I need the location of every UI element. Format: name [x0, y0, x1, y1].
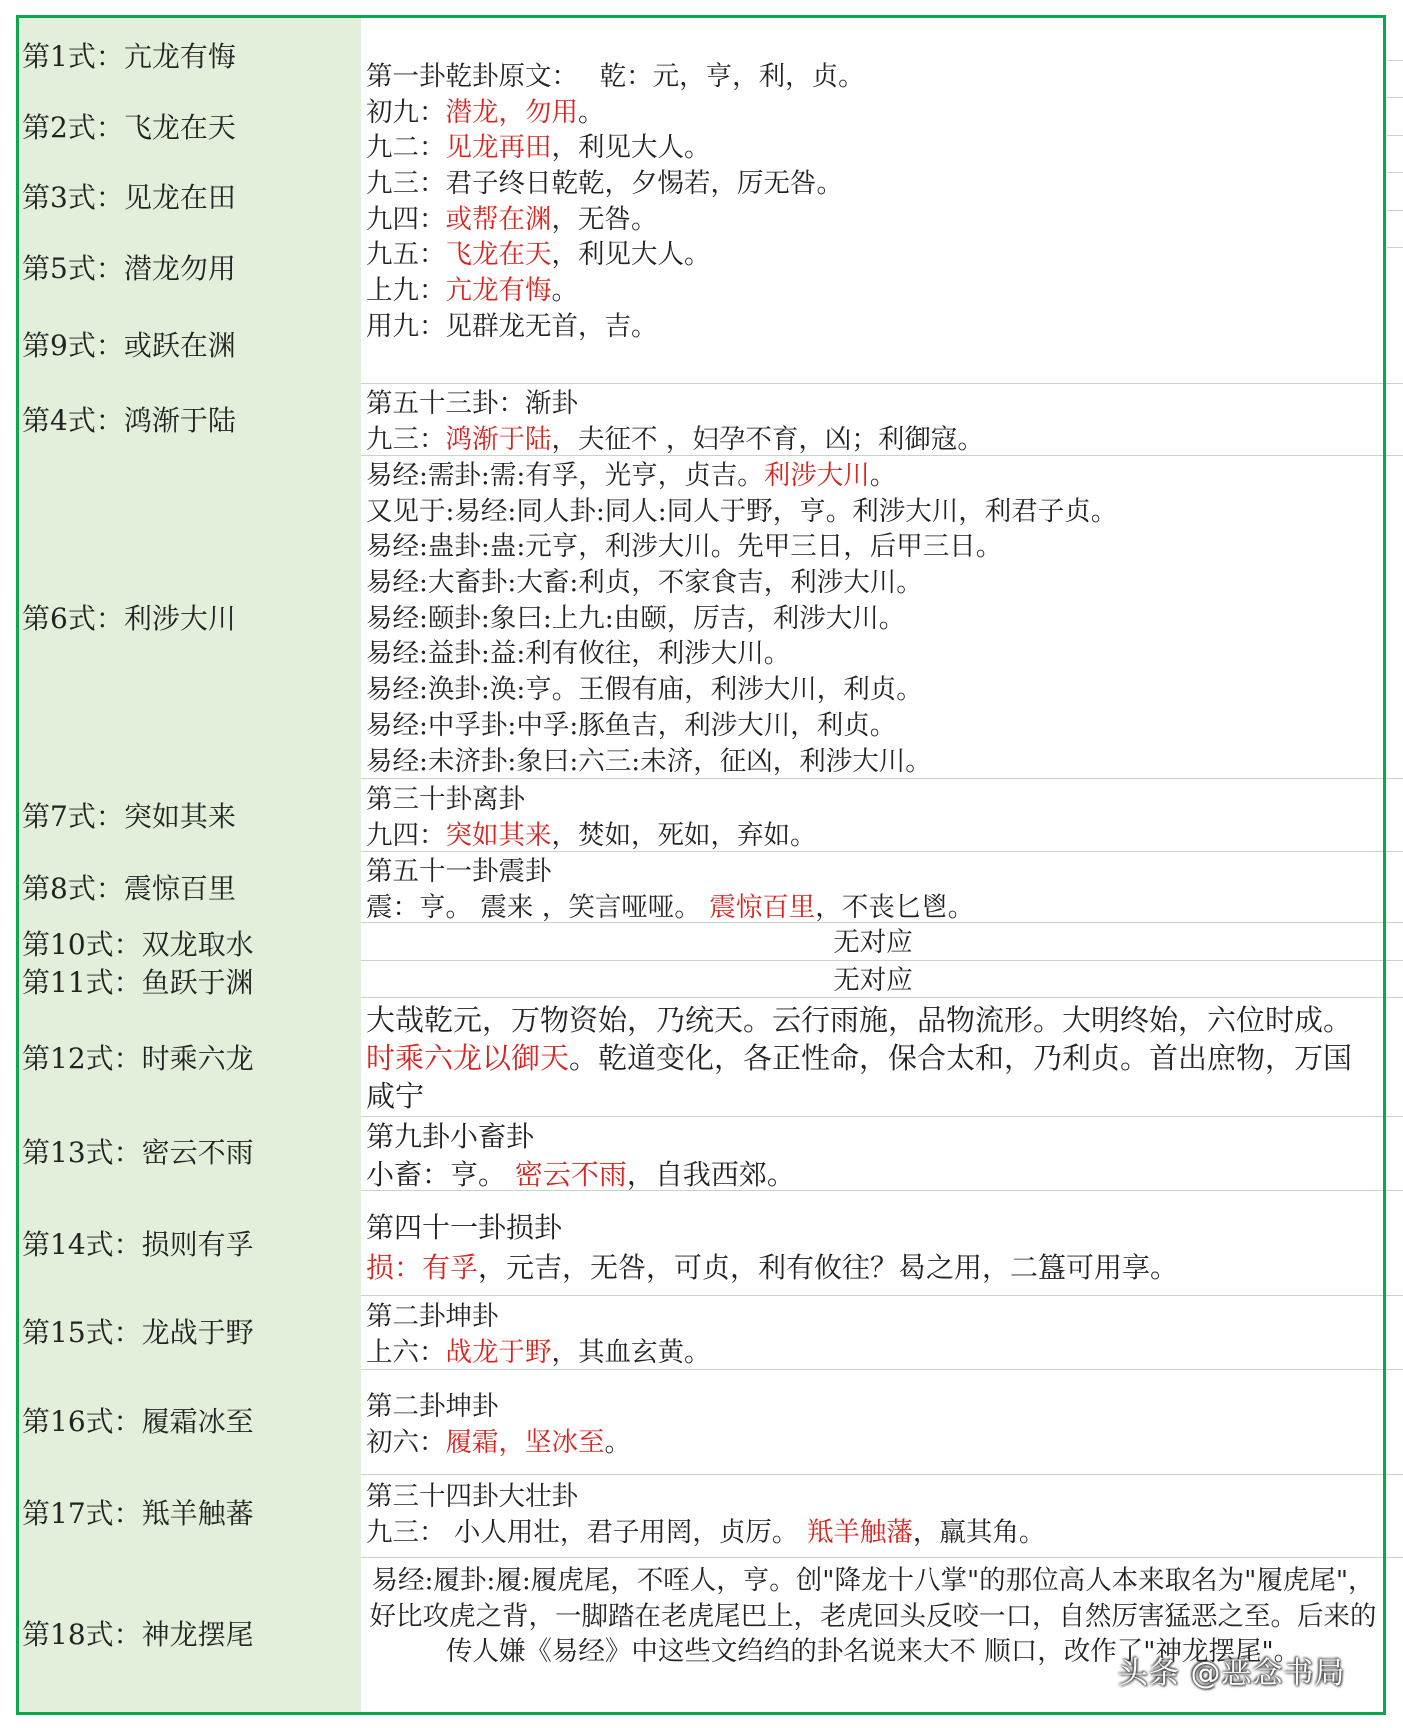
text-line: 用九：见群龙无首，吉。	[366, 310, 658, 342]
highlight-text: 时乘六龙以御天	[366, 1041, 570, 1075]
cell-shicheng-text	[366, 1001, 1376, 1115]
text-line: ，夫征不 ，妇孕不育，凶；利御寇。	[551, 423, 984, 455]
cell-kun2-text	[366, 1389, 1380, 1460]
text-line: 易经:大畜卦:大畜:利贞，不家食吉，利涉大川。	[366, 567, 923, 599]
watermark: 头条 @恶念书局	[1118, 1656, 1346, 1691]
cell-li-text	[366, 782, 1380, 853]
text-line: 第三十卦离卦	[366, 784, 525, 815]
label-style-11: 第11式：鱼跃于渊	[22, 966, 254, 999]
label-style-3: 第3式：见龙在田	[22, 181, 236, 214]
cell-jian-text	[366, 386, 1380, 457]
highlight-text: 突如其来	[445, 819, 552, 851]
text-line: ，无咎。	[551, 203, 658, 235]
text-line: 。	[551, 275, 578, 307]
label-style-5: 第5式：潜龙勿用	[22, 252, 236, 285]
highlight-text: 履霜，坚冰至	[445, 1426, 605, 1458]
cell-kun1-text	[366, 1299, 1380, 1370]
text-line: ，利见大人。	[551, 239, 711, 271]
row-divider	[1387, 210, 1403, 211]
highlight-text: 密云不雨	[514, 1158, 627, 1191]
label-style-18: 第18式：神龙摆尾	[22, 1618, 254, 1651]
text-line: 九三：	[366, 423, 446, 455]
label-style-13: 第13式：密云不雨	[22, 1136, 254, 1169]
text-line: 九四：	[366, 819, 446, 851]
row-divider	[1387, 247, 1403, 248]
row-divider	[1387, 172, 1403, 173]
row-divider	[1387, 135, 1403, 136]
text-line: 易经:颐卦:象曰:上九:由颐，厉吉，利涉大川。	[366, 602, 906, 634]
label-style-8: 第8式：震惊百里	[22, 872, 236, 905]
text-line: 第二卦坤卦	[366, 1391, 499, 1422]
text-line: ，其血玄黄。	[551, 1336, 711, 1368]
text-line: 初六：	[366, 1426, 446, 1458]
cell-none-2	[366, 963, 1380, 999]
text-line: 上六：	[366, 1336, 446, 1368]
text-line: 九三：君子终日乾乾，夕惕若，厉无咎。	[366, 168, 843, 200]
label-style-4: 第4式：鸿渐于陆	[22, 404, 236, 437]
label-style-12: 第12式：时乘六龙	[22, 1042, 254, 1075]
label-style-14: 第14式：损则有孚	[22, 1228, 254, 1261]
cell-sun-text	[366, 1208, 1380, 1288]
text-line: 易经:涣卦:涣:亨。王假有庙，利涉大川，利贞。	[366, 674, 923, 706]
text-line: 易经:益卦:益:利有攸往，利涉大川。	[366, 638, 791, 670]
highlight-text: 潜龙，勿用	[445, 96, 578, 128]
text-line: 。乾道变化，各正性命，保合太和，乃利贞。首出庶物，万国咸宁	[366, 1041, 1353, 1113]
text-line: 。	[869, 460, 897, 491]
text-line: 第九卦小畜卦	[366, 1120, 535, 1153]
label-style-6: 第6式：利涉大川	[22, 602, 236, 635]
highlight-text: 利涉大川	[763, 460, 870, 491]
text-line: 又见于:易经:同人卦:同人:同人于野，亨。利涉大川，利君子贞。	[366, 495, 1118, 527]
text-line: 大哉乾元，万物资始，乃统天。云行雨施，品物流形。大明终始，六位时成。	[366, 1003, 1353, 1037]
text-line: ，自我西郊。	[626, 1158, 795, 1191]
text-line: 第五十三卦：渐卦	[366, 388, 578, 419]
text-line: 易经:蛊卦:蛊:元亨，利涉大川。先甲三日，后甲三日。	[366, 531, 1003, 563]
text-line: ，羸其角。	[912, 1516, 1046, 1548]
label-style-16: 第16式：履霜冰至	[22, 1405, 254, 1438]
text-line: 第三十四卦大壮卦	[366, 1481, 578, 1512]
text-line: 易经:未济卦:象曰:六三:未济，征凶，利涉大川。	[366, 745, 932, 777]
highlight-text: 鸿渐于陆	[445, 423, 552, 455]
highlight-text: 亢龙有悔	[445, 275, 552, 307]
text-line: 九四：	[366, 203, 446, 235]
label-style-7: 第7式：突如其来	[22, 800, 236, 833]
text-line: 震：亨。 震来 ，笑言哑哑。	[366, 891, 710, 923]
text-line: 第二卦坤卦	[366, 1301, 499, 1332]
text-line: 小畜：亨。	[366, 1158, 515, 1191]
text-line: ，元吉，无咎，可贞，利有攸往？曷之用，二簋可用享。	[478, 1251, 1179, 1284]
text-line: ，不丧匕鬯。	[815, 891, 975, 923]
text-line: 。	[604, 1426, 631, 1458]
highlight-text: 羝羊触藩	[806, 1516, 913, 1548]
highlight-text: 战龙于野	[445, 1336, 552, 1368]
highlight-text: 见龙再田	[445, 132, 552, 164]
text-line: 九三： 小人用壮，君子用罔，贞厉。	[366, 1516, 807, 1548]
no-match-text: 无对应	[833, 927, 913, 958]
highlight-text: 震惊百里	[709, 891, 816, 923]
cell-dazhuang-text	[366, 1479, 1380, 1550]
text-line: 易经:中孚卦:中孚:豚鱼吉，利涉大川，利贞。	[366, 709, 897, 741]
text-line: 易经:履卦:履:履虎尾，不咥人，亨。创"降龙十八掌"的那位高人本来取名为"履虎尾"，好比攻虎之背，一脚踏在老虎尾巴上，老虎回头反咬一口，自然厉害猛恶之至。后来的传人嫌《易经》中这些文绉绉的卦名说来大不 顺口，改作了"神龙摆尾"。	[369, 1565, 1377, 1667]
label-style-10: 第10式：双龙取水	[22, 928, 254, 961]
label-style-2: 第2式：飞龙在天	[22, 111, 236, 144]
text-line: 第一卦乾卦原文： 乾：元，亨，利，贞。	[366, 61, 865, 92]
cell-zhen-text	[366, 854, 1380, 925]
label-style-1: 第1式：亢龙有悔	[22, 40, 236, 73]
cell-none-1	[366, 925, 1380, 961]
label-style-15: 第15式：龙战于野	[22, 1316, 254, 1349]
text-line: 第五十一卦震卦	[366, 856, 552, 887]
text-line: 九二：	[366, 132, 446, 164]
text-line: 第四十一卦损卦	[366, 1211, 563, 1244]
cell-lishe-text	[366, 458, 1380, 779]
highlight-text: 飞龙在天	[445, 239, 552, 271]
row-divider	[1387, 97, 1403, 98]
highlight-text: 或帮在渊	[445, 203, 552, 235]
text-line: 上九：	[366, 275, 446, 307]
text-line: 。	[578, 96, 605, 128]
cell-xiaoxu-text	[366, 1118, 1380, 1194]
text-line: ，焚如，死如，弃如。	[551, 819, 817, 851]
no-match-text: 无对应	[833, 965, 913, 996]
label-style-17: 第17式：羝羊触蕃	[22, 1497, 254, 1530]
cell-qian-text	[366, 59, 1380, 345]
row-divider	[1387, 60, 1403, 61]
label-style-9: 第9式：或跃在渊	[22, 329, 236, 362]
text-line: ，利见大人。	[551, 132, 711, 164]
text-line: 易经:需卦:需:有孚，光亨，贞吉。	[366, 460, 764, 491]
text-line: 九五：	[366, 239, 446, 271]
highlight-text: 损：有孚	[366, 1251, 479, 1284]
text-line: 初九：	[366, 96, 446, 128]
